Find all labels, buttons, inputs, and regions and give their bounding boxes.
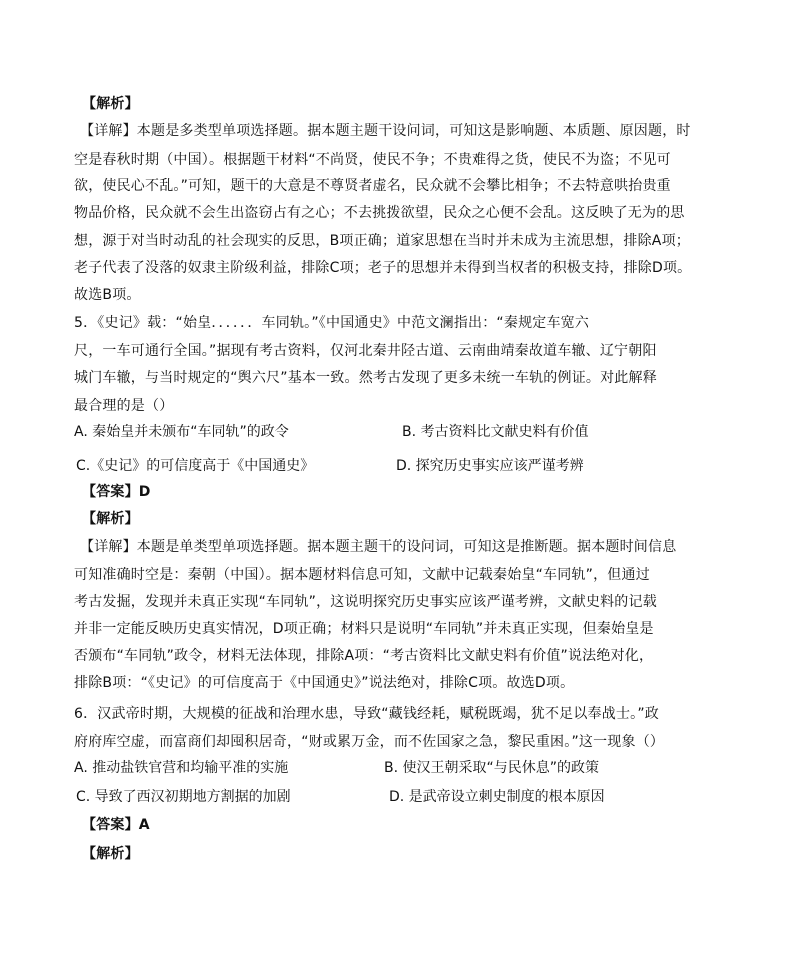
q5-option-b: B. 考古资料比文献史料有价值 bbox=[402, 424, 589, 440]
q5-option-d: D. 探究历史事实应该严谨考辨 bbox=[396, 458, 584, 474]
q4-analysis-line: 【详解】本题是多类型单项选择题。据本题主题干设问词，可知这是影响题、本质题、原因题，时 bbox=[80, 123, 691, 139]
q5-analysis-line: 否颁布“车同轨”政令，材料无法体现，排除A项：“考古资料比文献史料有价值”说法绝对化， bbox=[74, 648, 654, 664]
q5-stem-line: 最合理的是（） bbox=[74, 398, 174, 414]
q4-analysis-line: 想，源于对当时动乱的社会现实的反思，B项正确；道家思想在当时并未成为主流思想，排除A项； bbox=[74, 233, 690, 249]
q4-analysis-line: 故选B项。 bbox=[74, 287, 141, 303]
q5-stem-line: 尺，一车可通行全国。”据现有考古资料，仅河北秦井陉古道、云南曲靖秦故道车辙、辽宁朝阳 bbox=[74, 343, 657, 359]
q4-analysis-line: 老子代表了没落的奴隶主阶级利益，排除C项；老子的思想并未得到当权者的积极支持，排除D项。 bbox=[74, 260, 692, 276]
q5-analysis-heading: 【解析】 bbox=[82, 511, 139, 527]
q5-option-c: C.《史记》的可信度高于《中国通史》 bbox=[76, 458, 315, 474]
q5-analysis-line: 排除B项：“《史记》的可信度高于《中国通史》”说法绝对，排除C项。故选D项。 bbox=[74, 675, 575, 691]
q6-option-a: A. 推动盐铁官营和均输平准的实施 bbox=[74, 760, 289, 776]
q5-analysis-line: 可知准确时空是：秦朝（中国）。据本题材料信息可知，文献中记载秦始皇“车同轨”，但通过 bbox=[74, 567, 650, 583]
q5-analysis-line: 并非一定能反映历史真实情况，D项正确；材料只是说明“车同轨”并未真正实现，但秦始皇是 bbox=[74, 621, 654, 637]
q6-option-b: B. 使汉王朝采取“与民休息”的政策 bbox=[384, 760, 600, 776]
q5-option-a: A. 秦始皇并未颁布“车同轨”的政令 bbox=[74, 424, 289, 440]
q4-analysis-line: 物品价格，民众就不会生出盗窃占有之心；不去挑拨欲望，民众之心便不会乱。这反映了无为的思 bbox=[74, 205, 685, 221]
q6-analysis-heading: 【解析】 bbox=[82, 846, 139, 862]
q6-option-d: D. 是武帝设立刺史制度的根本原因 bbox=[389, 789, 605, 805]
q5-answer: 【答案】D bbox=[82, 484, 151, 500]
q6-stem-line: 府府库空虚，而富商们却囤积居奇，“财或累万金，而不佐国家之急，黎民重困。”这一现象（） bbox=[74, 734, 665, 750]
q4-analysis-line: 欲，使民心不乱。”可知，题干的大意是不尊贤者虚名，民众就不会攀比相争；不去特意哄抬贵重 bbox=[74, 178, 671, 194]
q5-stem-line: 5．《史记》载：“始皇．．．．．．车同轨。”《中国通史》中范文澜指出：“秦规定车宽六 bbox=[74, 315, 590, 331]
q6-answer: 【答案】A bbox=[82, 817, 150, 833]
q5-analysis-line: 【详解】本题是单类型单项选择题。据本题主题干的设问词，可知这是推断题。据本题时间信息 bbox=[80, 539, 677, 555]
q5-analysis-line: 考古发掘，发现并未真正实现“车同轨”，这说明探究历史事实应该严谨考辨，文献史料的记载 bbox=[74, 594, 657, 610]
q4-analysis-heading: 【解析】 bbox=[82, 96, 139, 112]
q4-analysis-line: 空是春秋时期（中国）。根据题干材料“不尚贤，使民不争；不贵难得之货，使民不为盗；不见可 bbox=[74, 152, 671, 168]
q5-stem-line: 城门车辙，与当时规定的“舆六尺”基本一致。然考古发现了更多未统一车轨的例证。对此解释 bbox=[74, 370, 657, 386]
q6-option-c: C. 导致了西汉初期地方割据的加剧 bbox=[76, 789, 291, 805]
q6-stem-line: 6．汉武帝时期，大规模的征战和治理水患，导致“藏钱经耗，赋税既竭，犹不足以奉战士。”政 bbox=[74, 706, 660, 722]
